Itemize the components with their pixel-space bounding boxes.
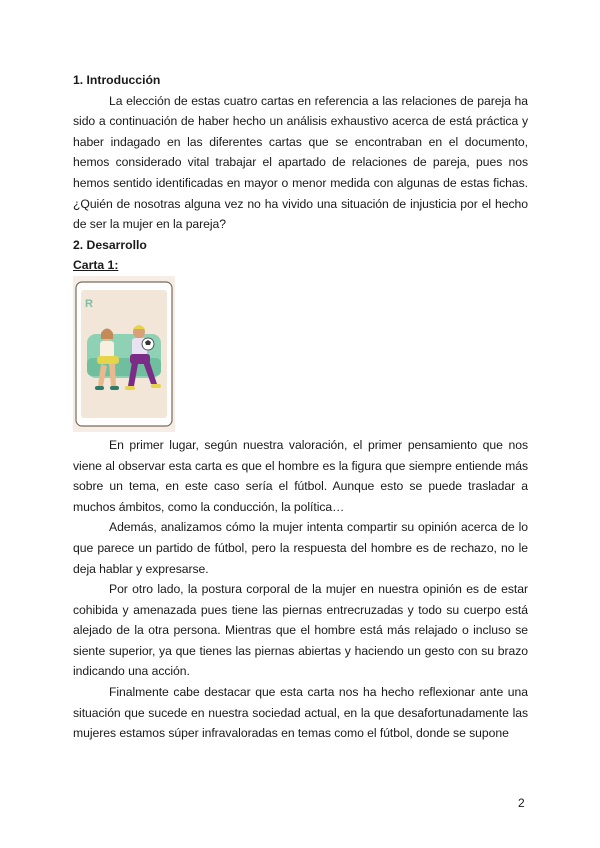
development-heading: 2. Desarrollo	[73, 237, 147, 252]
page-number: 2	[518, 796, 525, 810]
paragraph-2: Además, analizamos cómo la mujer intenta compartir su opinión acerca de lo que parece un partido de fútbol, pero la respuesta del hombre es de rechazo, no le deja hablar y expresarse.	[73, 520, 528, 576]
card-illustration	[73, 276, 175, 432]
intro-heading: 1. Introducción	[73, 73, 161, 87]
intro-paragraph: La elección de estas cuatro cartas en referencia a las relaciones de pareja ha sido a continuación de haber hecho un análisis exhaustivo acerca de está práctica y haber indagado en las diferentes cartas que se encontraban en el documento, hemos considerado vital trabajar el apartado de relaciones de pareja, pues nos hemos sentido identificadas en mayor o menor medida con algunas de estas fichas. ¿Quién de nosotras alguna vez no ha vivido una situación de injusticia por el hecho de ser la mujer en la pareja?	[73, 93, 528, 232]
paragraph-3: Por otro lado, la postura corporal de la mujer en nuestra opinión es de estar cohibida y amenazada pues tiene las piernas entrecruzadas y todo su cuerpo está alejado de la otra persona. Mientras que el hombre está más relajado o incluso se siente superior, ya que tienes las piernas abiertas y haciendo un gesto con su brazo indicando una acción.	[73, 582, 528, 679]
document-page	[73, 70, 528, 744]
card-letter: R	[85, 297, 93, 310]
paragraph-1: En primer lugar, según nuestra valoración, el primer pensamiento que nos viene al observar esta carta es que el hombre es la figura que siempre entiende más sobre un tema, en este caso sería el fútbol. Aunque esto se puede trasladar a muchos ámbitos, como la conducción, la política…	[73, 437, 528, 514]
paragraph-4: Finalmente cabe destacar que esta carta nos ha hecho reflexionar ante una situación que sucede en nuestra sociedad actual, en la que desafortunadamente las mujeres estamos súper infravaloradas en temas como el fútbol, donde se supone	[73, 685, 528, 741]
card-title: Carta 1:	[73, 258, 119, 273]
